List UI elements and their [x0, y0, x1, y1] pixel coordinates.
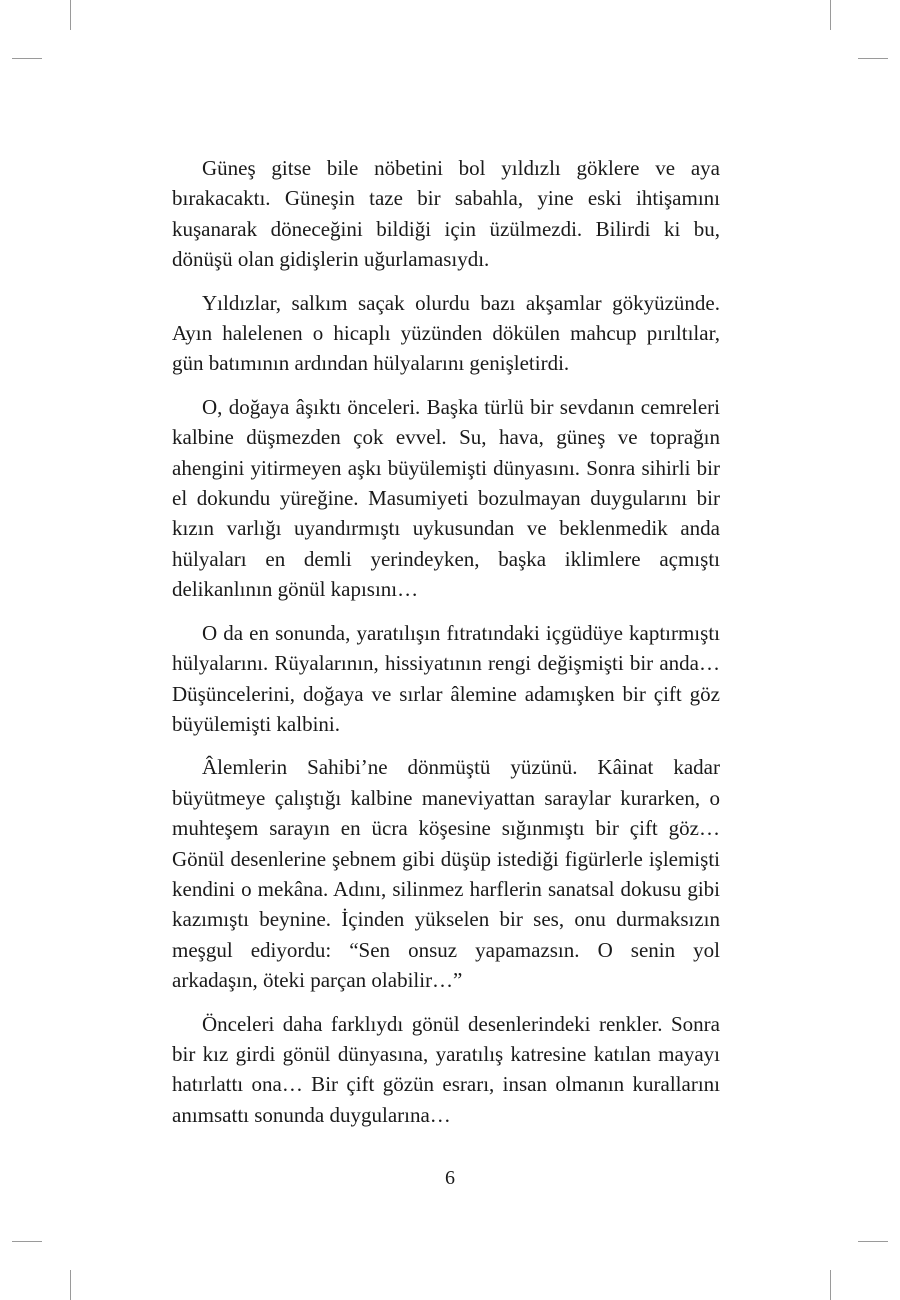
crop-mark-top-right-vertical [830, 0, 831, 30]
paragraph-1: Güneş gitse bile nöbetini bol yıldızlı göklere ve aya bırakacaktı. Güneşin taze bir sabahla, yine eski ihtişamını kuşanarak döneceğini bildiği için üzülmezdi. Bilirdi ki bu, dönüşü olan gidişlerin uğurlamasıydı. [172, 156, 720, 272]
paragraph-6: Önceleri daha farklıydı gönül desenlerindeki renkler. Sonra bir kız girdi gönül dünyasına, yaratılış katresine katılan mayayı hatırlattı ona… Bir çift gözün esrarı, insan olmanın kurallarını anımsattı sonunda duygularına… [172, 1011, 720, 1127]
paragraph-4: O da en sonunda, yaratılışın fıtratındaki içgüdüye kaptırmıştı hülyalarını. Rüyalarının, hissiyatının rengi değişmişti bir anda… Düşüncelerini, doğaya ve sırlar âlemine adamışken bir çift göz büyülemişti kalbini. [172, 620, 720, 736]
page-number: 6 [445, 1167, 455, 1189]
crop-mark-bottom-left-vertical [70, 1270, 71, 1300]
crop-mark-top-right-horizontal [858, 58, 888, 59]
paragraph-2: Yıldızlar, salkım saçak olurdu bazı akşamlar gökyüzünde. Ayın halelenen o hicaplı yüzünden dökülen mahcup pırıltılar, gün batımının ardından hülyalarını genişletirdi. [172, 290, 720, 376]
crop-mark-bottom-left-horizontal [12, 1241, 42, 1242]
page-body-text [172, 153, 720, 1143]
crop-mark-bottom-right-horizontal [858, 1241, 888, 1242]
crop-mark-bottom-right-vertical [830, 1270, 831, 1300]
paragraph-5: Âlemlerin Sahibi’ne dönmüştü yüzünü. Kâinat kadar büyütmeye çalıştığı kalbine maneviyattan saraylar kurarken, o muhteşem sarayın en ücra köşesine sığınmıştı bir çift göz… Gönül desenlerine şebnem gibi düşüp istediği figürlerle işlemişti kendini o mekâna. Adını, silinmez harflerin sanatsal dokusu gibi kazımıştı beynine. İçinden yükselen bir ses, onu durmaksızın meşgul ediyordu: “Sen onsuz yapamazsın. O senin yol arkadaşın, öteki parçan olabilir…” [172, 755, 720, 993]
paragraph-3: O, doğaya âşıktı önceleri. Başka türlü bir sevdanın cemreleri kalbine düşmezden çok evvel. Su, hava, güneş ve toprağın ahengini yitirmeyen aşkı büyülemişti dünyasını. Sonra sihirli bir el dokundu yüreğine. Masumiyeti bozulmayan duygularını bir kızın varlığı uyandırmıştı uykusundan ve beklenmedik anda hülyaları en demli yerindeyken, başka iklimlere açmıştı delikanlının gönül kapısını… [172, 394, 720, 602]
crop-mark-top-left-horizontal [12, 58, 42, 59]
crop-mark-top-left-vertical [70, 0, 71, 30]
